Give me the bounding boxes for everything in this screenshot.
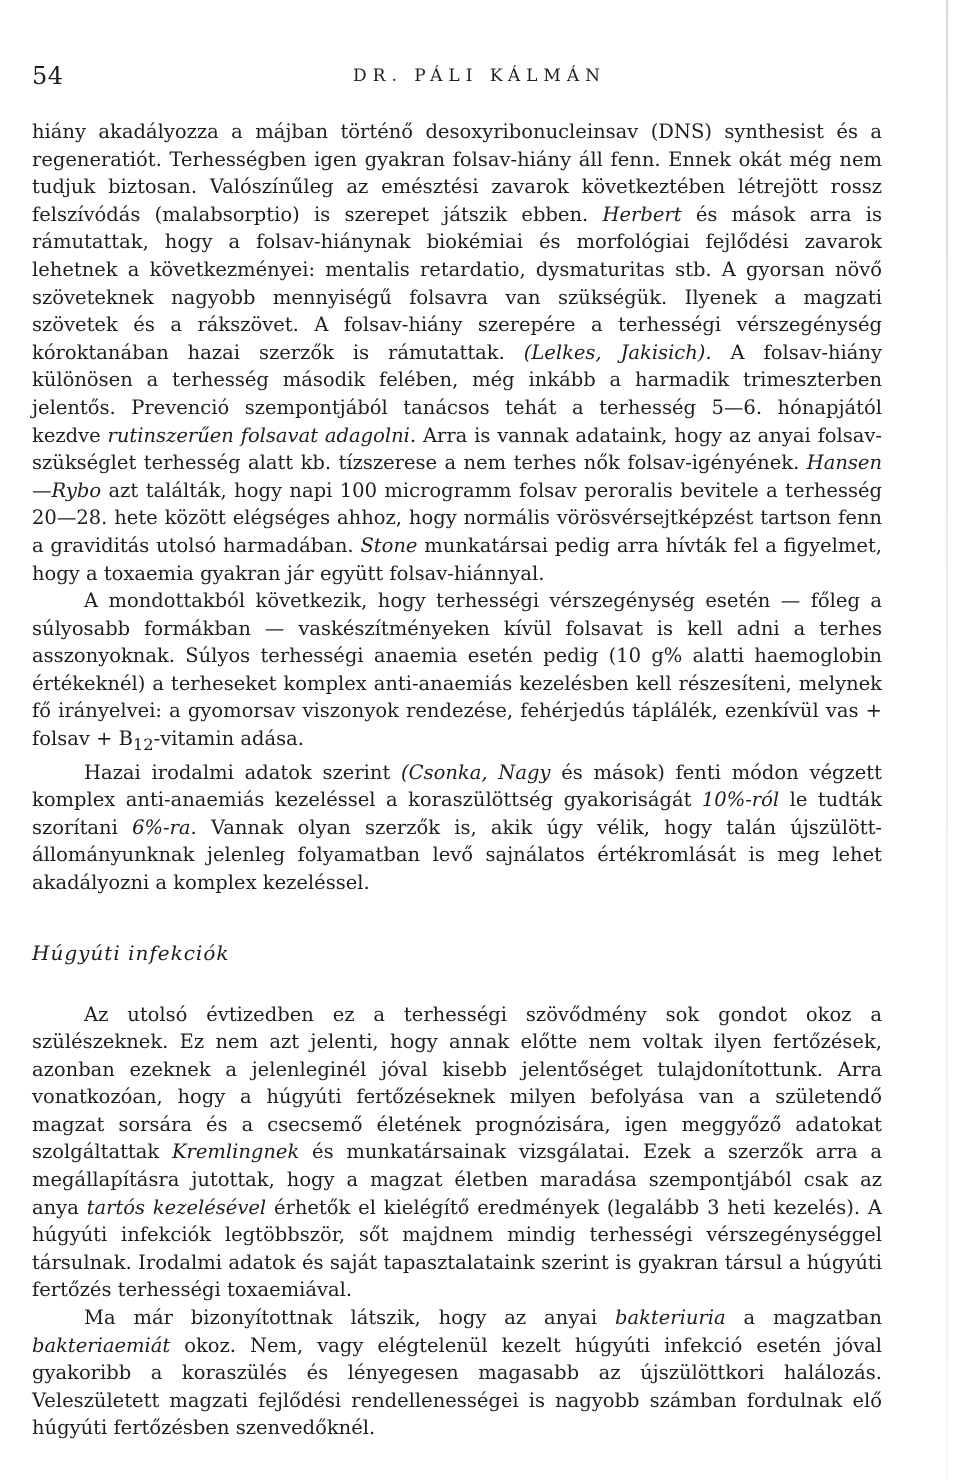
text-run: -vitamin adása. <box>153 727 304 751</box>
paragraph-bakteriuria <box>32 1304 882 1442</box>
text-run: azt találták, hogy napi 100 microgramm folsav peroralis bevitele a terhesség 20—28. hete között elégséges ahhoz, hogy normális vörösvérsejtképzést tartson fenn a graviditás utolsó harmadában. <box>32 478 882 557</box>
text-run: érhetők el kielégítő eredmények (legalább 3 heti kezelés). A húgyúti infekciók legtöbbször, sőt majdnem mindig terhességi vérszegénységgel társulnak. Irodalmi adatok és saját tapasztalataink szerint is gyakran társul a húgyúti fertőzés terhességi toxaemiával. <box>32 1195 882 1302</box>
text-run: Arra is vannak adataink, hogy az anyai folsav-szükséglet terhesség alatt kb. tízszerese a nem terhes nők folsav-igényének. <box>32 423 883 475</box>
running-head: DR. PÁLI KÁLMÁN <box>353 66 606 86</box>
page-header <box>32 58 882 98</box>
emphasis-text: rutinszerűen folsavat adagolni. <box>107 423 417 447</box>
text-run: a magzatban <box>725 1306 882 1330</box>
paragraph-infekciok <box>32 1001 882 1305</box>
author-name: Stone <box>360 533 418 557</box>
page-number: 54 <box>32 62 64 90</box>
section-heading: Húgyúti infekciók <box>32 940 230 965</box>
text-run: Ma már bizonyítottnak látszik, hogy az anyai <box>84 1306 615 1330</box>
text-run: A mondottakból következik, hogy terhességi vérszegénység esetén — főleg a súlyosabb formákban — vaskészítményeken kívül folsavat is kell adni a terhes asszonyoknak. Súlyos terhességi anaemia esetén pedig (10 g% alatti haemoglobin értékeknél) a terheseket komplex anti-anaemiás kezelésben kell részesíteni, melynek fő irányelvei: a gyomorsav viszonyok rendezése, fehérjedús táplálék, ezenkívül vas + folsav + B <box>32 589 882 751</box>
text-run: hiány akadályozza a májban történő desoxyribonucleinsav (DNS) synthesist és a regeneratiót. Terhességben igen gyakran folsav-hiány áll fenn. Ennek okát még nem tudjuk biztosan. Valószínűleg az emésztési zavarok következtében létrejött rossz felszívódás (malabsorptio) is szerepet játszik ebben. <box>32 120 882 226</box>
emphasis-text: bakteriuria <box>614 1306 726 1330</box>
text-run: le tudták szorítani <box>32 788 882 839</box>
text-run: és mások) fenti módon végzett komplex anti-anaemiás kezeléssel a koraszülöttség gyakoriságát <box>32 760 882 812</box>
author-name: Hansen—Rybo <box>32 451 882 502</box>
emphasis-text: bakteriaemiát <box>32 1333 171 1357</box>
paragraph-hazai-adatok <box>32 759 882 897</box>
author-citation: (Csonka, Nagy <box>401 760 551 784</box>
body-text <box>32 118 882 1442</box>
paragraph-folsav-hiany <box>32 118 882 587</box>
text-run: Az utolsó évtizedben ez a terhességi szövődmény sok gondot okoz a szülészeknek. Ez nem azt jelenti, hogy annak előtte nem voltak ilyen fertőzések, azonban ezeknek a jelenleginél jóval kisebb jelentőséget tulajdonítottunk. Arra vonatkozóan, hogy a húgyúti fertőzéseknek milyen befolyása van a születendő magzat sorsára és a csecsemő életének prognózisára, igen meggyőző adatokat szolgáltattak <box>32 1002 882 1164</box>
book-page <box>32 58 882 1468</box>
emphasis-text: tartós kezelésével <box>86 1195 267 1219</box>
paragraph-kezeles <box>32 587 882 758</box>
page-edge-shadow <box>946 0 948 1480</box>
author-name: Herbert <box>602 202 682 226</box>
text-run: és mások arra is rámutattak, hogy a folsav-hiánynak biokémiai és morfológiai fejlődési zavarok lehetnek a következményei: mentalis retardatio, dysmaturitas stb. A gyorsan növő szöveteknek nagyobb mennyiségű folsavra van szükségük. Ilyenek a magzati szövetek és a rákszövet. A folsav-hiány szerepére a terhességi vérszegénység kóroktanában hazai szerzők is rámutattak. <box>32 202 882 364</box>
text-run: okoz. Nem, vagy elégtelenül kezelt húgyúti infekció esetén jóval gyakoribb a koraszülés és lényegesen magasabb az újszülöttkori halálozás. Veleszületett magzati fejlődési rendellenességei is nagyobb számban fordulnak elő húgyúti fertőzésben szenvedőknél. <box>32 1333 882 1440</box>
text-run: és munkatársainak vizsgálatai. Ezek a szerzők arra a megállapításra jutottak, hogy a magzat életben maradása szempontjából csak az anya <box>32 1140 882 1219</box>
subscript: 12 <box>132 734 154 754</box>
text-run: munkatársai pedig arra hívták fel a figyelmet, hogy a toxaemia gyakran jár együtt folsav-hiánnyal. <box>32 533 882 585</box>
author-name: Kremlingnek <box>171 1140 300 1164</box>
emphasis-text: 6%-ra. <box>132 815 197 839</box>
emphasis-text: 10%-ról <box>701 788 780 812</box>
text-run: Vannak olyan szerzők is, akik úgy vélik, hogy talán újszülött-állományunknak jelenleg folyamatban levő sajnálatos értékromlását is meg lehet akadályozni a komplex kezeléssel. <box>32 815 882 894</box>
author-citation: (Lelkes, Jakisich). <box>523 340 712 364</box>
text-run: Hazai irodalmi adatok szerint <box>84 760 402 784</box>
text-run: A folsav-hiány különösen a terhesség második felében, még inkább a harmadik trimeszterben jelentős. Prevenció szempontjából tanácsos tehát a terhesség 5—6. hónapjától kezdve <box>32 340 882 447</box>
